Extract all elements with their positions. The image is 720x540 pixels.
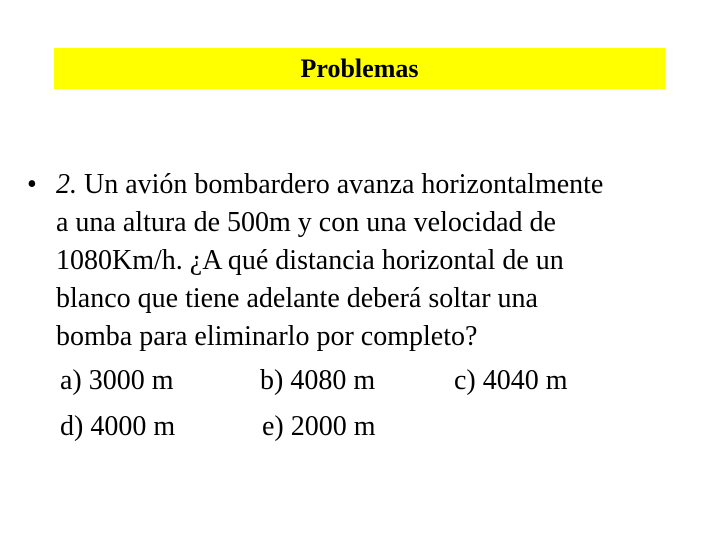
option-e: e) 2000 m <box>262 411 376 442</box>
bullet-marker: • <box>27 169 37 200</box>
slide-title: Problemas <box>300 54 419 83</box>
option-c: c) 4040 m <box>454 365 568 396</box>
problem-line-1-text: Un avión bombardero avanza horizontalmente <box>77 169 604 200</box>
problem-line-1 <box>56 166 696 204</box>
problem-line-4: blanco que tiene adelante deberá soltar una <box>56 283 538 314</box>
problem-line-2: a una altura de 500m y con una velocidad de <box>56 207 556 238</box>
problem-number: 2. <box>56 169 77 200</box>
option-b: b) 4080 m <box>260 365 376 396</box>
problem-line-5: bomba para eliminarlo por completo? <box>56 321 478 352</box>
problem-statement <box>56 166 696 356</box>
option-a: a) 3000 m <box>60 365 174 396</box>
option-d: d) 4000 m <box>60 411 176 442</box>
problem-line-3: 1080Km/h. ¿A qué distancia horizontal de un <box>56 245 564 276</box>
